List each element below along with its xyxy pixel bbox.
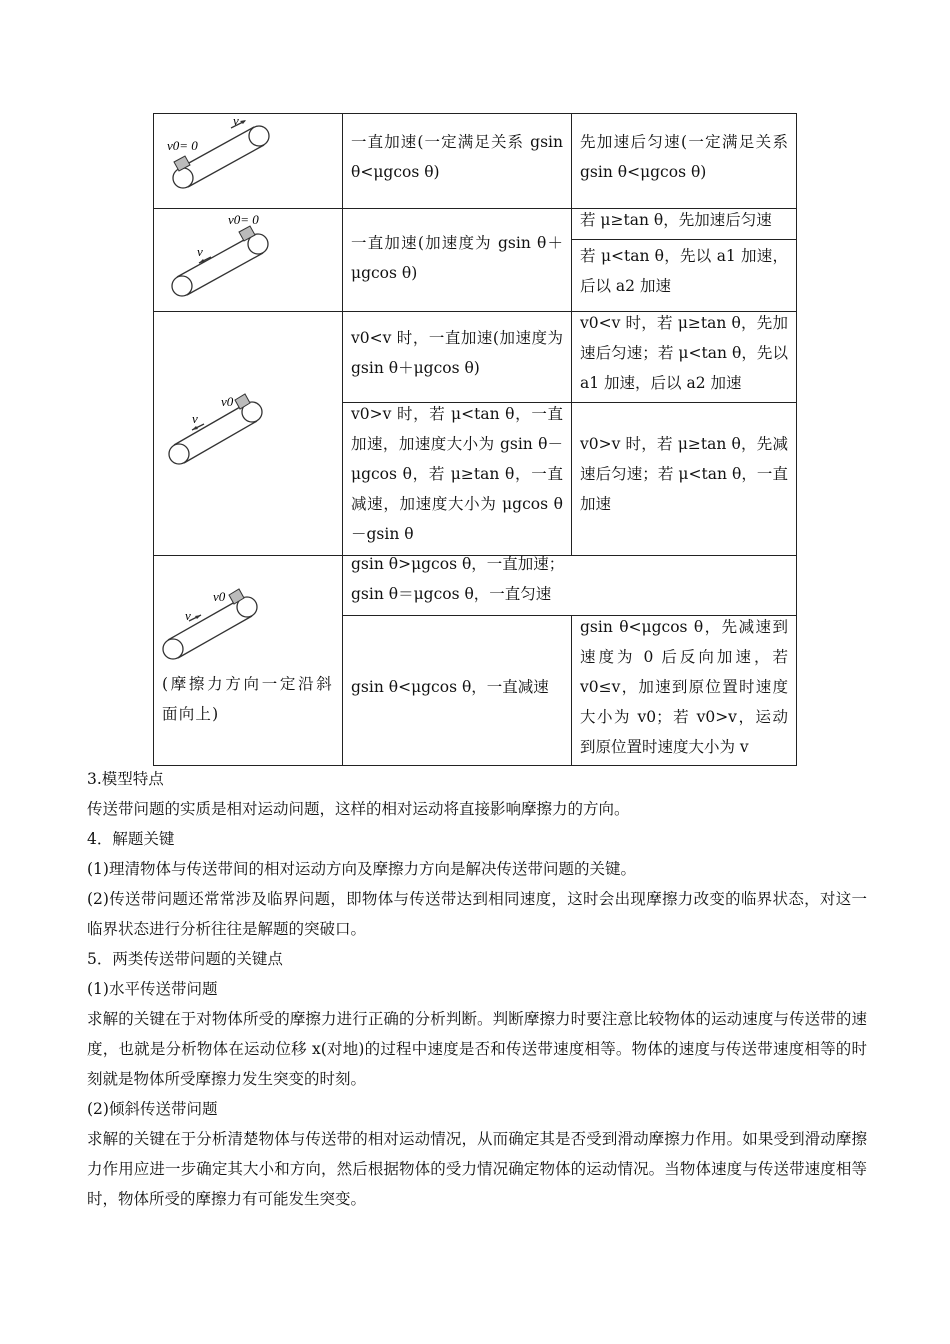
table-cell: gsin θ<μgcos θ，一直减速 bbox=[351, 678, 549, 696]
table-cell: 一直加速(一定满足关系 gsin θ<μgcos θ) bbox=[351, 133, 563, 181]
conveyor-table bbox=[153, 113, 797, 766]
paragraph: 求解的关键在于对物体所受的摩擦力进行正确的分析判断。判断摩擦力时要注意比较物体的运动速度与传送带的速度，也就是分析物体在运动位移 x(对地)的过程中速度是否和传送带速度相等。物体的速度与传送带速度相等的时刻就是物体所受摩擦力发生突变的时刻。 bbox=[87, 1010, 867, 1088]
paragraph: 求解的关键在于分析清楚物体与传送带的相对运动情况，从而确定其是否受到滑动摩擦力作用。如果受到滑动摩擦力作用应进一步确定其大小和方向，然后根据物体的受力情况确定物体的运动情况。当物体速度与传送带速度相等时，物体所受的摩擦力有可能发生突变。 bbox=[87, 1130, 867, 1208]
conveyor-figure-3 bbox=[165, 388, 285, 473]
v-label: v bbox=[185, 608, 191, 623]
paragraph: 传送带问题的实质是相对运动问题，这样的相对运动将直接影响摩擦力的方向。 bbox=[87, 800, 630, 818]
table-border bbox=[796, 113, 797, 766]
table-cell: v0<v 时，一直加速(加速度为 gsin θ＋μgcos θ) bbox=[351, 329, 563, 377]
section-heading: 5．两类传送带问题的关键点 bbox=[87, 950, 283, 968]
table-cell: v0>v 时，若 μ≥tan θ，先减速后匀速；若 μ<tan θ，一直加速 bbox=[580, 435, 788, 513]
table-cell: v0<v 时，若 μ≥tan θ，先加速后匀速；若 μ<tan θ，先以 a1 加速，后以 a2 加速 bbox=[580, 314, 788, 392]
table-cell: 若 μ<tan θ，先以 a1 加速，后以 a2 加速 bbox=[580, 247, 788, 295]
body-text bbox=[87, 764, 867, 1214]
table-cell: 一直加速(加速度为 gsin θ＋μgcos θ) bbox=[351, 234, 563, 282]
v-label: v bbox=[192, 411, 198, 426]
conveyor-figure-4 bbox=[159, 583, 279, 667]
v0-label: v0 bbox=[213, 589, 226, 604]
table-cell: gsin θ>μgcos θ，一直加速； bbox=[351, 555, 565, 573]
paragraph: (1)理清物体与传送带间的相对运动方向及摩擦力方向是解决传送带问题的关键。 bbox=[87, 860, 636, 878]
section-heading: 4．解题关键 bbox=[87, 830, 175, 848]
v-label: v bbox=[233, 115, 239, 128]
conveyor-figure-2 bbox=[165, 210, 285, 308]
v0-label: v0= 0 bbox=[228, 212, 259, 227]
table-cell: gsin θ＝μgcos θ，一直匀速 bbox=[351, 585, 552, 603]
table-cell: v0>v 时，若 μ<tan θ，一直加速，加速度大小为 gsin θ－μgcos θ，若 μ≥tan θ，一直减速，加速度大小为 μgcos θ－gsin θ bbox=[351, 405, 563, 543]
section-heading: 3.模型特点 bbox=[87, 770, 164, 788]
paragraph: (2)传送带问题还常常涉及临界问题，即物体与传送带达到相同速度，这时会出现摩擦力改变的临界状态，对这一临界状态进行分析往往是解题的突破口。 bbox=[87, 890, 867, 938]
table-cell: 先加速后匀速(一定满足关系 gsin θ<μgcos θ) bbox=[580, 133, 788, 181]
v-label: v bbox=[197, 244, 203, 259]
conveyor-figure-1 bbox=[161, 115, 281, 205]
v0-label: v0 bbox=[221, 394, 234, 409]
table-border bbox=[153, 113, 797, 114]
subheading: (2)倾斜传送带问题 bbox=[87, 1100, 218, 1118]
v0-label: v0= 0 bbox=[167, 138, 198, 153]
table-cell: 若 μ≥tan θ，先加速后匀速 bbox=[580, 211, 772, 229]
table-cell: gsin θ<μgcos θ，先减速到速度为 0 后反向加速，若 v0≤v，加速到原位置时速度大小为 v0；若 v0>v，运动到原位置时速度大小为 v bbox=[580, 618, 788, 756]
figure-caption: (摩擦力方向一定沿斜面向上) bbox=[162, 675, 333, 723]
table-divider bbox=[571, 239, 797, 240]
subheading: (1)水平传送带问题 bbox=[87, 980, 218, 998]
